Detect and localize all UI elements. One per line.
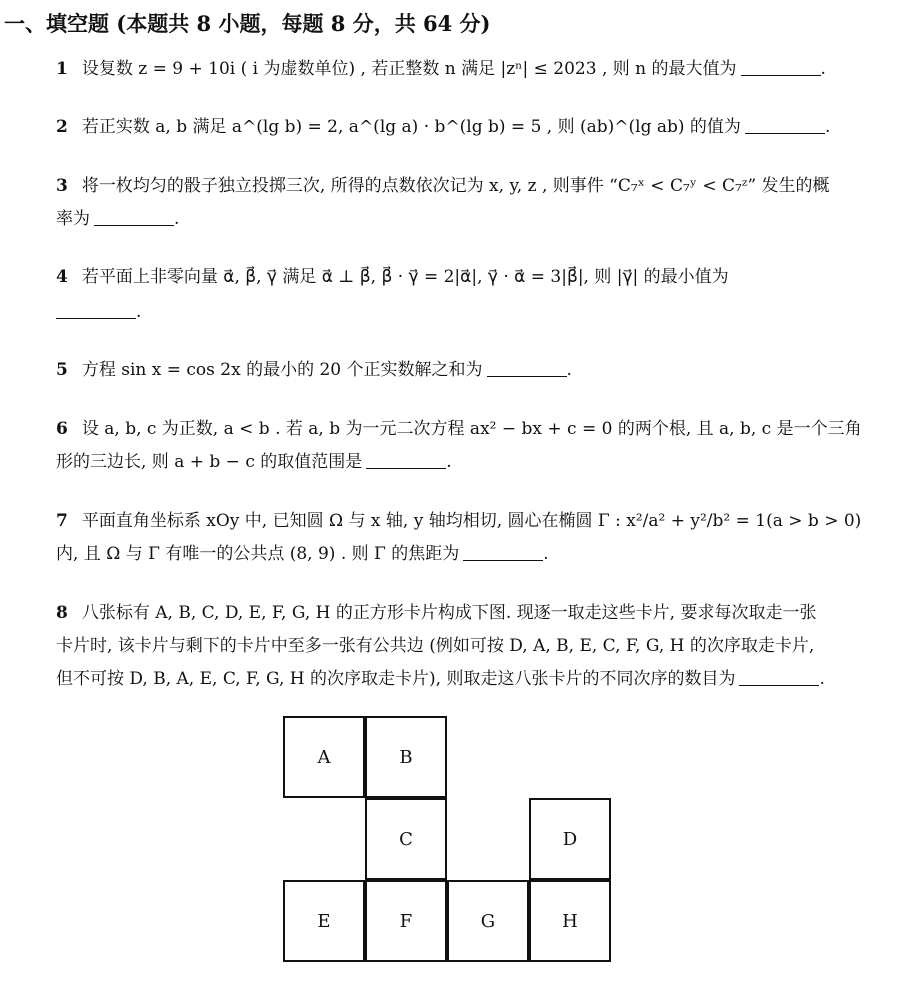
problem-2: 2 若正实数 a, b 满足 a^(lg b) = 2, a^(lg a) · b^(lg b) = 5 , 则 (ab)^(lg ab) 的值为 . (56, 117, 831, 137)
problem-text: 若正实数 a, b 满足 a^(lg b) = 2, a^(lg a) · b^(lg b) = 5 , 则 (ab)^(lg ab) 的值为 (81, 117, 741, 137)
problem-text: 方程 sin x = cos 2x 的最小的 20 个正实数解之和为 (81, 360, 483, 380)
problem-text: 率为 (56, 209, 90, 229)
problem-4 (56, 261, 871, 294)
card-a: A (283, 716, 365, 798)
problem-3-cont: 率为 . (56, 209, 180, 229)
answer-blank[interactable] (739, 667, 819, 686)
problem-text: 若平面上非零向量 α⃗, β⃗, γ⃗ 满足 α⃗ ⊥ β⃗, β⃗ · γ⃗ = 2|α⃗|, γ⃗ · α⃗ = 3|β⃗|, 则 |γ⃗| 的最小值为 (81, 267, 729, 287)
answer-blank[interactable] (487, 358, 567, 377)
card-c: C (365, 798, 447, 880)
problem-text: 设复数 z = 9 + 10i ( i 为虚数单位) , 若正整数 n 满足 |zⁿ| ≤ 2023 , 则 n 的最大值为 (81, 59, 737, 79)
card-g: G (447, 880, 529, 962)
problem-text: 平面直角坐标系 xOy 中, 已知圆 Ω 与 x 轴, y 轴均相切, 圆心在椭圆 Γ : x²/a² + y²/b² = 1(a > b > 0) (81, 511, 862, 531)
card-b: B (365, 716, 447, 798)
problem-8-cont-1 (56, 630, 871, 663)
answer-blank[interactable] (94, 207, 174, 226)
problem-3 (56, 170, 871, 203)
answer-blank[interactable] (366, 450, 446, 469)
problem-text: 设 a, b, c 为正数, a < b . 若 a, b 为一元二次方程 ax² − bx + c = 0 的两个根, 且 a, b, c 是一个三角 (81, 419, 862, 439)
problem-8-cont-2: 但不可按 D, B, A, E, C, F, G, H 的次序取走卡片), 则取走这八张卡片的不同次序的数目为 . (56, 669, 825, 689)
card-e: E (283, 880, 365, 962)
problem-number: 3 (56, 176, 68, 196)
card-h: H (529, 880, 611, 962)
card-f: F (365, 880, 447, 962)
problem-text: 内, 且 Ω 与 Γ 有唯一的公共点 (8, 9) . 则 Γ 的焦距为 (56, 544, 460, 564)
problem-7 (56, 505, 871, 538)
problem-6-cont: 形的三边长, 则 a + b − c 的取值范围是 . (56, 452, 452, 472)
problem-number: 4 (56, 267, 68, 287)
problem-6 (56, 413, 871, 446)
problem-number: 6 (56, 419, 68, 439)
answer-blank[interactable] (741, 57, 821, 76)
problem-text: 八张标有 A, B, C, D, E, F, G, H 的正方形卡片构成下图. 现逐一取走这些卡片, 要求每次取走一张 (81, 603, 817, 623)
problem-text: 但不可按 D, B, A, E, C, F, G, H 的次序取走卡片), 则取走这八张卡片的不同次序的数目为 (56, 669, 736, 689)
problem-number: 5 (56, 360, 68, 380)
answer-blank[interactable] (56, 300, 136, 319)
problem-number: 1 (56, 59, 68, 79)
problem-1: 1 设复数 z = 9 + 10i ( i 为虚数单位) , 若正整数 n 满足 |zⁿ| ≤ 2023 , 则 n 的最大值为 . (56, 59, 826, 79)
problem-number: 7 (56, 511, 68, 531)
answer-blank[interactable] (745, 115, 825, 134)
problem-text: 卡片时, 该卡片与剩下的卡片中至多一张有公共边 (例如可按 D, A, B, E, C, F, G, H 的次序取走卡片, (56, 636, 815, 656)
problem-5: 5 方程 sin x = cos 2x 的最小的 20 个正实数解之和为 . (56, 360, 572, 380)
section-title: 一、填空题 (本题共 8 小题，每题 8 分，共 64 分) (4, 11, 491, 36)
card-d: D (529, 798, 611, 880)
problem-text: 将一枚均匀的骰子独立投掷三次, 所得的点数依次记为 x, y, z , 则事件 “C₇ˣ < C₇ʸ < C₇ᶻ” 发生的概 (81, 176, 830, 196)
problem-number: 8 (56, 603, 68, 623)
problem-text: 形的三边长, 则 a + b − c 的取值范围是 (56, 452, 363, 472)
problem-number: 2 (56, 117, 68, 137)
problem-8 (56, 597, 871, 630)
answer-blank[interactable] (463, 542, 543, 561)
problem-7-cont: 内, 且 Ω 与 Γ 有唯一的公共点 (8, 9) . 则 Γ 的焦距为 . (56, 544, 549, 564)
problem-4-cont: . (56, 296, 871, 329)
